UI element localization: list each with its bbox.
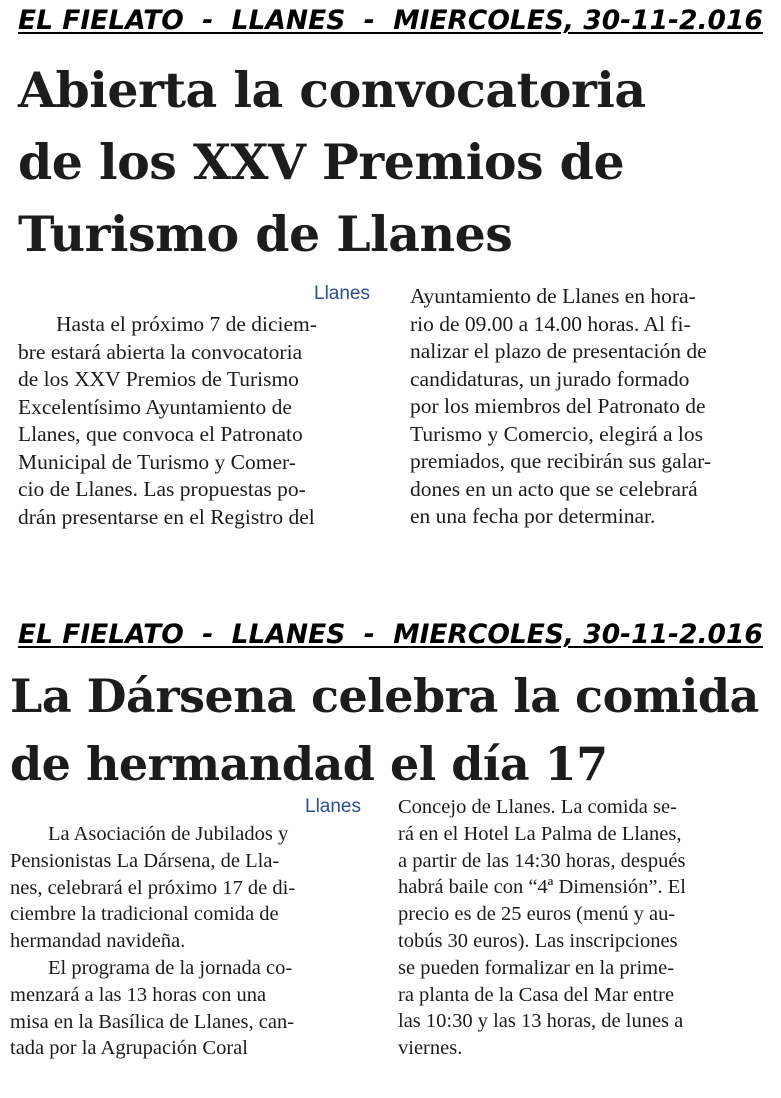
text-line: Hasta el próximo 7 de diciem- — [56, 312, 317, 336]
text-line: hermandad navideña. — [10, 930, 186, 953]
headline-line: Turismo de Llanes — [18, 205, 513, 263]
text-line: precio es de 25 euros (menú y au- — [398, 903, 676, 926]
text-line: a partir de las 14:30 horas, después — [398, 849, 686, 872]
article-headline — [18, 54, 646, 270]
text-line: de los XXV Premios de Turismo — [18, 367, 299, 391]
article-column-right — [398, 794, 686, 1062]
article-column-left — [18, 311, 317, 531]
headline-line: Abierta la convocatoria — [18, 61, 646, 119]
text-line: menzará a las 13 horas con una — [10, 983, 267, 1006]
article-column-left — [10, 821, 295, 1062]
text-line: misa en la Basílica de Llanes, can- — [10, 1010, 295, 1033]
text-line: Ayuntamiento de Llanes en hora- — [410, 284, 696, 308]
headline-line: de hermandad el día 17 — [10, 737, 608, 791]
text-line: dones en un acto que se celebrará — [410, 476, 698, 501]
text-line: cio de Llanes. Las propuestas po- — [18, 477, 306, 501]
article-headline — [10, 662, 759, 798]
text-line: Excelentísimo Ayuntamiento de — [18, 394, 292, 419]
text-line: Turismo y Comercio, elegirá a los — [410, 421, 704, 446]
text-line: bre estará abierta la convocatoria — [18, 339, 303, 364]
section-label: Llanes — [314, 283, 370, 304]
text-line: tobús 30 euros). Las inscripciones — [398, 929, 678, 952]
headline-line: La Dársena celebra la comida — [10, 669, 759, 723]
text-line: viernes. — [398, 1037, 463, 1060]
text-line: habrá baile con “4ª Dimensión”. El — [398, 876, 687, 899]
text-line: por los miembros del Patronato de — [410, 394, 706, 418]
text-line: drán presentarse en el Registro del — [18, 504, 315, 529]
text-line: El programa de la jornada co- — [48, 956, 293, 979]
text-line: las 10:30 y las 13 horas, de lunes a — [398, 1010, 684, 1033]
text-line: ciembre la tradicional comida de — [10, 903, 279, 926]
text-line: Llanes, que convoca el Patronato — [18, 422, 303, 446]
text-line: Municipal de Turismo y Comer- — [18, 449, 296, 474]
headline-line: de los XXV Premios de — [18, 133, 625, 191]
text-line: rá en el Hotel La Palma de Llanes, — [398, 822, 682, 845]
text-line: nes, celebrará el próximo 17 de di- — [10, 876, 296, 899]
clipping-header: EL FIELATO - LLANES - MIERCOLES, 30-11-2.016 — [18, 619, 763, 650]
text-line: Concejo de Llanes. La comida se- — [398, 796, 677, 818]
text-line: nalizar el plazo de presentación de — [410, 339, 707, 363]
article-column-right — [410, 283, 711, 531]
text-line: candidaturas, un jurado formado — [410, 366, 690, 391]
text-line: tada por la Agrupación Coral — [10, 1037, 248, 1060]
news-clipping-2 — [0, 612, 781, 1098]
clipping-header: EL FIELATO - LLANES - MIERCOLES, 30-11-2.016 — [18, 5, 763, 36]
text-line: en una fecha por determinar. — [410, 504, 656, 528]
section-label: Llanes — [305, 796, 361, 817]
text-line: premiados, que recibirán sus galar- — [410, 449, 712, 473]
text-line: Pensionistas La Dársena, de Lla- — [10, 849, 280, 872]
text-line: La Asociación de Jubilados y — [48, 823, 289, 845]
text-line: ra planta de la Casa del Mar entre — [398, 983, 675, 1006]
text-line: se pueden formalizar en la prime- — [398, 956, 675, 979]
text-line: rio de 09.00 a 14.00 horas. Al fi- — [410, 311, 691, 336]
